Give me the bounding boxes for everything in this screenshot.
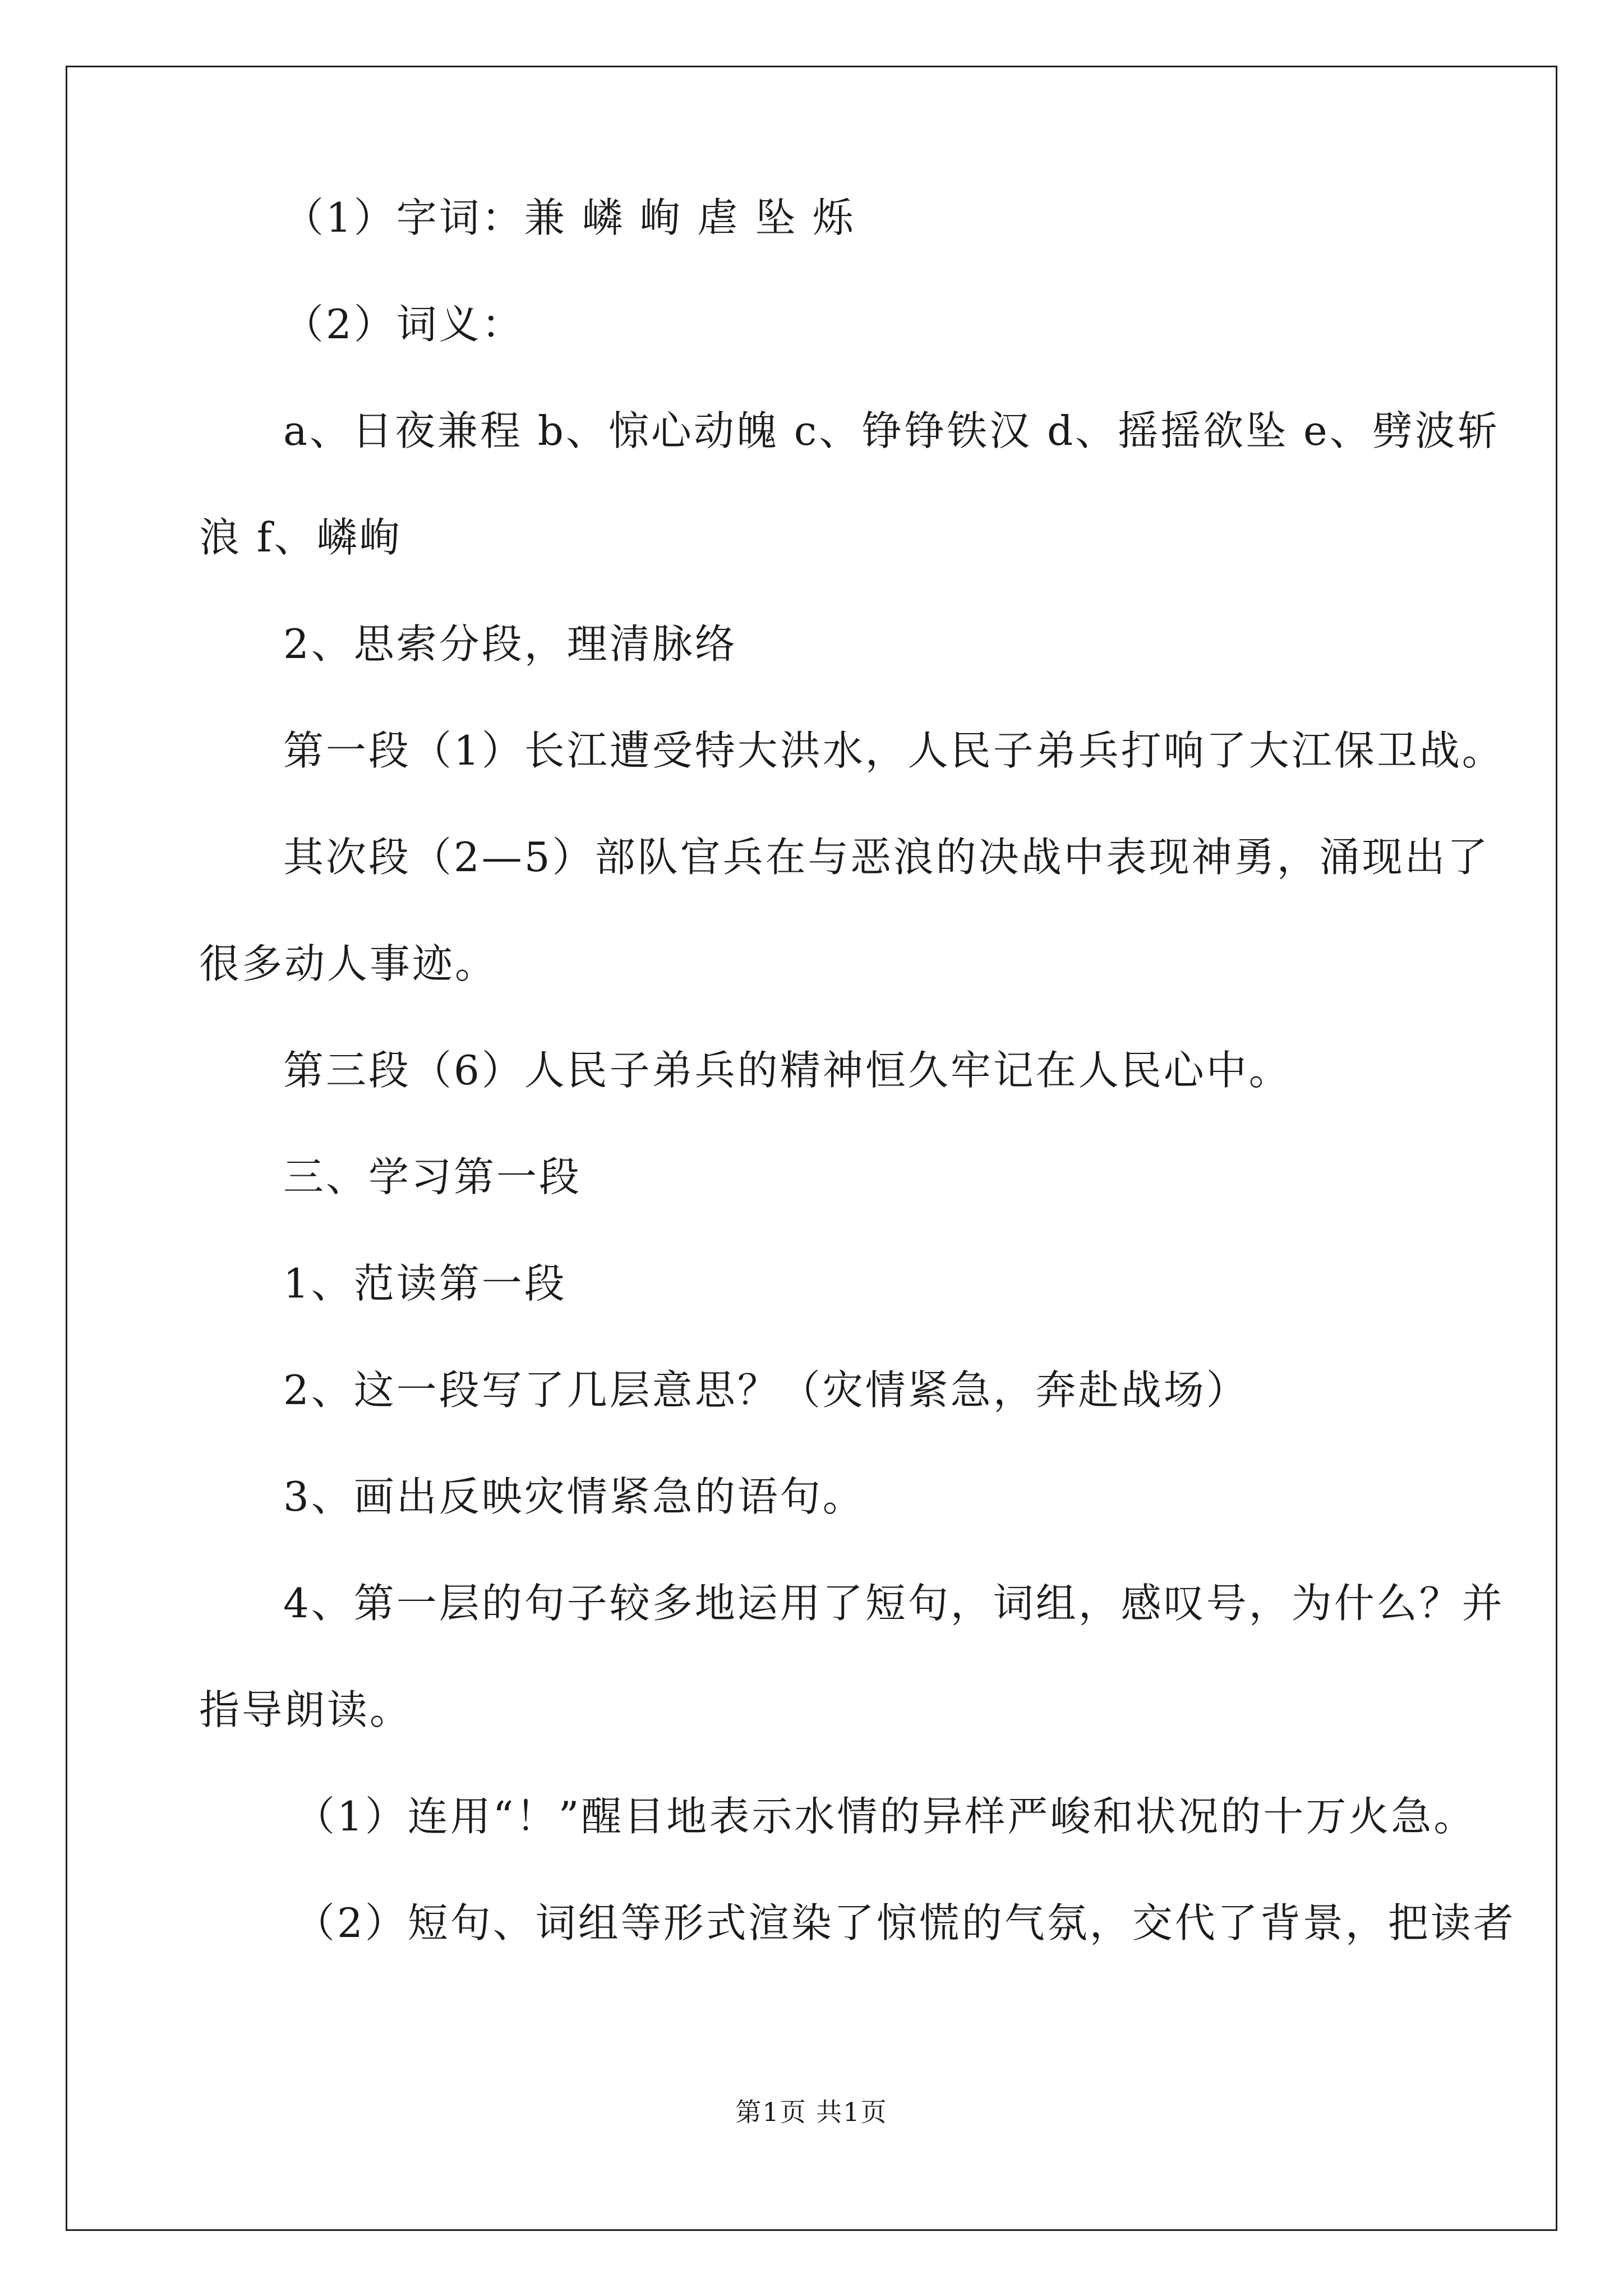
page-footer: 第1页 共1页 <box>735 2097 888 2127</box>
text-line: 浪 f、嶙峋 <box>199 514 402 561</box>
text-line: 4、第一层的句子较多地运用了短句，词组，感叹号，为什么？并 <box>283 1580 1505 1627</box>
text-line: 2、思索分段，理清脉络 <box>283 620 737 668</box>
text-line: 很多动人事迹。 <box>199 940 498 987</box>
text-line: 指导朗读。 <box>199 1686 413 1733</box>
text-line: 第一段（1）长江遭受特大洪水，人民子弟兵打响了大江保卫战。 <box>283 727 1505 774</box>
text-line: （2）短句、词组等形式渲染了惊慌的气氛，交代了背景，把读者 <box>294 1899 1516 1947</box>
text-line: 1、范读第一段 <box>283 1260 567 1307</box>
text-line: 3、画出反映灾情紧急的语句。 <box>283 1473 865 1520</box>
text-line: a、日夜兼程 b、惊心动魄 c、铮铮铁汉 d、摇摇欲坠 e、劈波斩 <box>283 407 1500 454</box>
text-line: 三、学习第一段 <box>283 1153 582 1200</box>
text-line: 其次段（2—5）部队官兵在与恶浪的决战中表现神勇，涌现出了 <box>283 834 1490 881</box>
text-line: （2）词义： <box>283 301 524 348</box>
text-line: 第三段（6）人民子弟兵的精神恒久牢记在人民心中。 <box>283 1047 1292 1094</box>
text-line: （1）连用“！”醒目地表示水情的异样严峻和状况的十万火急。 <box>294 1793 1477 1840</box>
text-line: 2、这一段写了几层意思？（灾情紧急，奔赴战场） <box>283 1366 1249 1414</box>
text-line: （1）字词：兼 嶙 峋 虐 坠 烁 <box>283 194 856 241</box>
